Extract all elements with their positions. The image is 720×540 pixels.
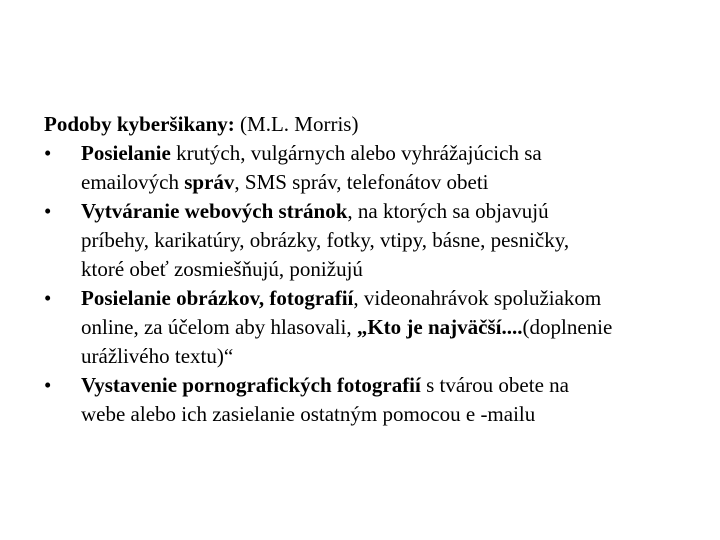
text-segment: , SMS správ, telefonátov obeti — [234, 170, 489, 194]
text-segment: , videonahrávok spolužiakom — [353, 286, 602, 310]
bold-text: „Kto je najväčší.... — [356, 315, 523, 339]
heading-bold: Podoby kyberšikany: — [44, 112, 235, 136]
bullet-list — [44, 139, 694, 429]
bullet-item — [44, 139, 694, 197]
bullet-line — [81, 284, 694, 313]
bold-text: Vystavenie pornografických fotografií — [81, 373, 421, 397]
bullet-marker: • — [44, 286, 52, 310]
bullet-marker: • — [44, 199, 52, 223]
bullet-line — [81, 139, 694, 168]
bullet-line — [81, 255, 694, 284]
text-segment: emailových — [81, 170, 185, 194]
text-segment: s tvárou obete na — [420, 373, 569, 397]
bullet-marker: • — [44, 373, 52, 397]
text-segment: urážlivého textu)“ — [81, 344, 234, 368]
slide-heading — [44, 110, 694, 139]
bullet-item — [44, 371, 694, 429]
bullet-line — [81, 371, 694, 400]
bold-text: správ — [184, 170, 235, 194]
heading-author: (M.L. Morris) — [234, 112, 359, 136]
bold-text: Vytváranie webových stránok — [81, 199, 348, 223]
text-segment: , na ktorých sa objavujú — [347, 199, 549, 223]
text-segment: online, za účelom aby hlasovali, — [81, 315, 357, 339]
slide-content — [44, 110, 694, 429]
bullet-item — [44, 197, 694, 284]
bullet-line — [81, 313, 694, 342]
text-segment: príbehy, karikatúry, obrázky, fotky, vtipy, básne, pesničky, — [81, 228, 570, 252]
bold-text: Posielanie obrázkov, fotografií — [81, 286, 354, 310]
text-segment: webe alebo ich zasielanie ostatným pomocou e -mailu — [81, 402, 536, 426]
text-segment: (doplnenie — [522, 315, 613, 339]
bullet-line — [81, 168, 694, 197]
bullet-line — [81, 342, 694, 371]
bullet-marker: • — [44, 141, 52, 165]
bullet-line — [81, 400, 694, 429]
bullet-line — [81, 197, 694, 226]
bullet-item — [44, 284, 694, 371]
text-segment: krutých, vulgárnych alebo vyhrážajúcich sa — [170, 141, 542, 165]
bold-text: Posielanie — [81, 141, 171, 165]
bullet-line — [81, 226, 694, 255]
text-segment: ktoré obeť zosmiešňujú, ponižujú — [81, 257, 363, 281]
